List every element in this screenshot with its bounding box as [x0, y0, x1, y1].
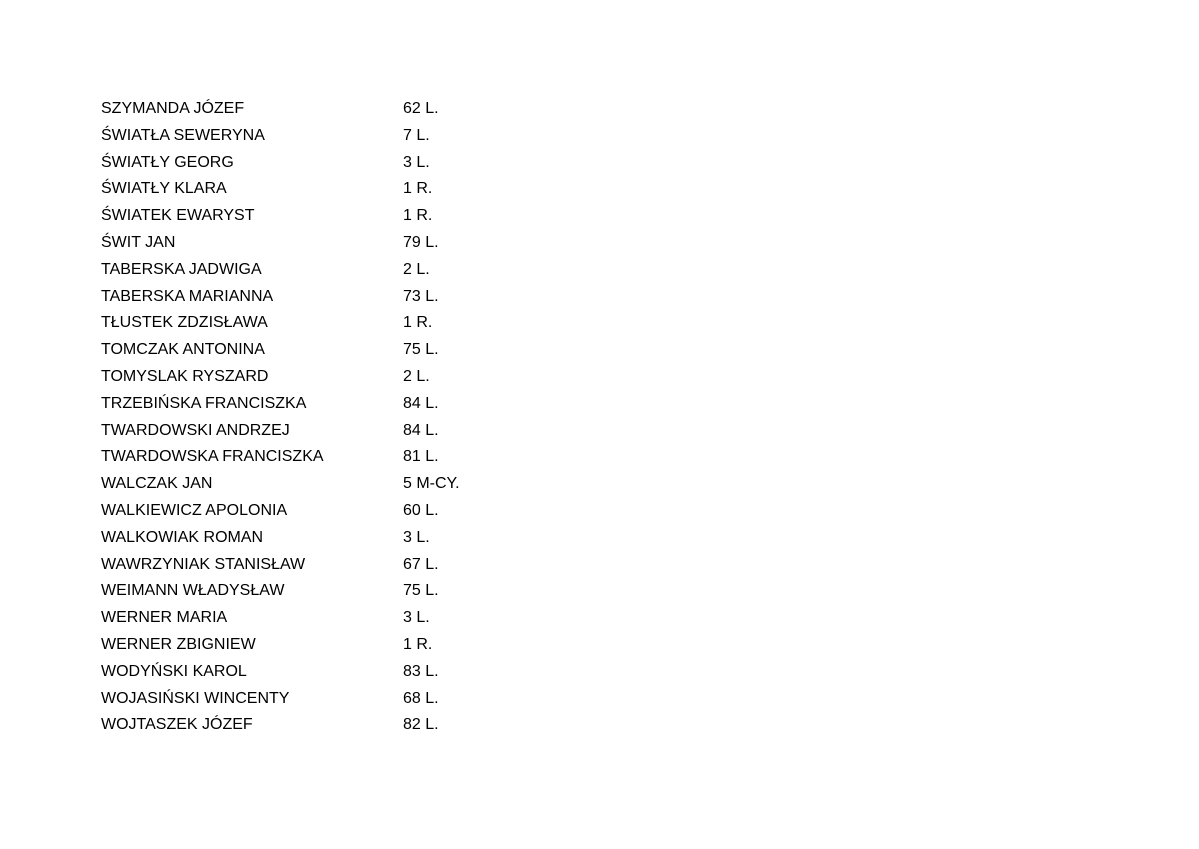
entry-name: TOMYSLAK RYSZARD	[101, 367, 269, 385]
entry-name: WAWRZYNIAK STANISŁAW	[101, 555, 306, 573]
list-item	[101, 552, 701, 579]
list-item	[101, 96, 701, 123]
entry-age: 3 L.	[403, 609, 430, 627]
list-item	[101, 123, 701, 150]
entry-age: 79 L.	[403, 233, 439, 251]
entry-name: TŁUSTEK ZDZISŁAWA	[101, 314, 268, 332]
entry-name: ŚWIT JAN	[101, 233, 176, 251]
entry-age: 84 L.	[403, 394, 439, 412]
entry-age: 3 L.	[403, 153, 430, 171]
entry-age: 7 L.	[403, 126, 430, 144]
list-item	[101, 525, 701, 552]
entry-name: WERNER MARIA	[101, 609, 228, 627]
entry-name: TABERSKA MARIANNA	[101, 287, 274, 305]
entry-name: TRZEBIŃSKA FRANCISZKA	[101, 394, 307, 412]
list-item	[101, 230, 701, 257]
list-item	[101, 257, 701, 284]
entry-name: ŚWIATŁA SEWERYNA	[101, 126, 265, 144]
entry-age: 62 L.	[403, 100, 439, 117]
list-item	[101, 150, 701, 177]
list-item	[101, 337, 701, 364]
entry-age: 1 R.	[403, 207, 433, 225]
entry-name: WEIMANN WŁADYSŁAW	[101, 582, 285, 600]
list-item	[101, 578, 701, 605]
entry-age: 82 L.	[403, 716, 439, 734]
list-item	[101, 176, 701, 203]
entry-age: 60 L.	[403, 501, 439, 519]
entry-age: 75 L.	[403, 582, 439, 600]
entry-age: 1 R.	[403, 314, 433, 332]
entry-name: ŚWIATEK EWARYST	[101, 207, 255, 225]
entry-name: TWARDOWSKI ANDRZEJ	[101, 421, 290, 439]
entry-name: SZYMANDA JÓZEF	[101, 100, 245, 117]
list-item	[101, 659, 701, 686]
entry-name: TOMCZAK ANTONINA	[101, 341, 265, 359]
list-item	[101, 498, 701, 525]
entry-age: 84 L.	[403, 421, 439, 439]
list-item	[101, 686, 701, 713]
list-item	[101, 418, 701, 445]
list-item	[101, 605, 701, 632]
entry-age: 73 L.	[403, 287, 439, 305]
list-item	[101, 203, 701, 230]
list-item	[101, 712, 701, 739]
entry-name: WOJASIŃSKI WINCENTY	[101, 689, 290, 707]
list-item	[101, 284, 701, 311]
list-item	[101, 444, 701, 471]
entry-name: TABERSKA JADWIGA	[101, 260, 262, 278]
entry-name: WOJTASZEK JÓZEF	[101, 716, 253, 734]
entry-age: 75 L.	[403, 341, 439, 359]
entry-name: WODYŃSKI KAROL	[101, 662, 247, 680]
entry-age: 81 L.	[403, 448, 439, 466]
entry-age: 1 R.	[403, 635, 433, 653]
entry-age: 2 L.	[403, 260, 430, 278]
entry-name: ŚWIATŁY GEORG	[101, 153, 234, 171]
entry-name: WALKOWIAK ROMAN	[101, 528, 264, 546]
list-item	[101, 471, 701, 498]
entry-age: 3 L.	[403, 528, 430, 546]
entry-age: 2 L.	[403, 367, 430, 385]
entry-list	[101, 96, 701, 739]
entry-name: WALCZAK JAN	[101, 475, 213, 493]
entry-name: ŚWIATŁY KLARA	[101, 180, 227, 198]
entry-name: WERNER ZBIGNIEW	[101, 635, 256, 653]
list-item	[101, 310, 701, 337]
entry-age: 67 L.	[403, 555, 439, 573]
entry-age: 83 L.	[403, 662, 439, 680]
entry-name: TWARDOWSKA FRANCISZKA	[101, 448, 324, 466]
entry-age: 5 M-CY.	[403, 475, 460, 493]
entry-age: 68 L.	[403, 689, 439, 707]
entry-age: 1 R.	[403, 180, 433, 198]
list-item	[101, 364, 701, 391]
list-item	[101, 391, 701, 418]
list-item	[101, 632, 701, 659]
entry-name: WALKIEWICZ APOLONIA	[101, 501, 288, 519]
